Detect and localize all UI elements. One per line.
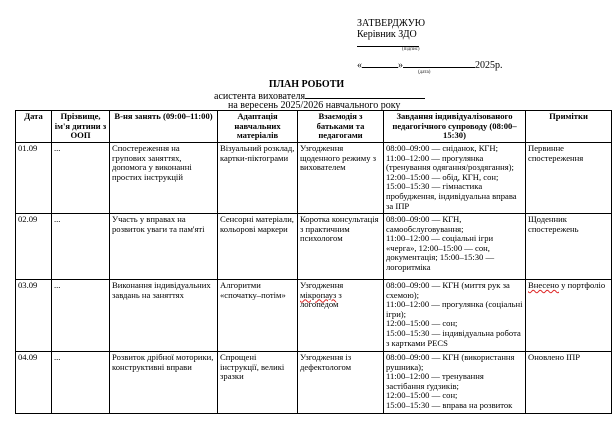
task-line: 11:00–12:00 — прогулянка (тренування одягання/роздягання); — [386, 152, 514, 173]
task-line: 15:00–15:30 — вправа на розвиток — [386, 399, 513, 410]
cell-lessons: Участь у вправах на розвиток уваги та пам'яті — [110, 214, 218, 280]
header-tasks: Завдання індивідуалізованого педагогічного супроводу (08:00–15:30) — [384, 111, 526, 143]
cell-date: 02.09 — [16, 214, 52, 280]
interaction-text-a: Узгодження — [300, 280, 344, 290]
cell-adaptation: Сенсорні матеріали, кольорові маркери — [218, 214, 298, 280]
task-line: 12:00–15:00 — обід, КГН, сон; — [386, 171, 499, 182]
task-line: 08:00–09:00 — КГН (миття рук за схемою); — [386, 280, 510, 300]
task-line: 12:00–15:00 — сон; — [386, 390, 458, 401]
cell-adaptation: Візуальний розклад, картки-піктограми — [218, 143, 298, 214]
cell-date: 01.09 — [16, 143, 52, 214]
task-line: 11:00–12:00 — соціальні ігри «черга», 12:00–15:00 — сон, документація; 15:00–15:30 — логоритміка — [386, 233, 495, 272]
date-close-quote: » — [398, 60, 403, 71]
date-year: 2025р. — [475, 60, 503, 71]
table-row — [16, 143, 612, 214]
task-line: 15:00–15:30 — гімнастика пробудження, індивідуальна вправа за ІПР — [386, 181, 517, 211]
cell-child: ... — [52, 214, 110, 280]
cell-tasks — [384, 280, 526, 352]
approval-position: Керівник ЗДО — [357, 29, 417, 40]
cell-tasks — [384, 352, 526, 414]
cell-interaction: Коротка консультація з практичним психологом — [298, 214, 384, 280]
cell-child: ... — [52, 143, 110, 214]
signature-caption: (підпис) — [402, 47, 420, 52]
approval-block — [357, 18, 425, 40]
date-month-blank — [403, 67, 475, 68]
interaction-text-c: з логопедом — [300, 289, 342, 310]
table-row — [16, 280, 612, 352]
task-line: 11:00–12:00 — прогулянка (соціальні ігри); — [386, 299, 523, 319]
notes-misspelled-word: Внесено — [528, 280, 559, 290]
date-open-quote: « — [357, 60, 362, 71]
plan-subtitle: асистента вихователя — [214, 91, 306, 102]
cell-adaptation: Спрощені інструкції, великі зразки — [218, 352, 298, 414]
task-line: 08:00–09:00 — КГН, самообслуговування; — [386, 214, 464, 234]
task-line: 08:00–09:00 — КГН (використання рушника); — [386, 352, 515, 372]
cell-interaction: Узгодження щоденного режиму з вихователем — [298, 143, 384, 214]
header-lessons: В-ня занять (09:00–11:00) — [110, 111, 218, 143]
cell-tasks — [384, 143, 526, 214]
notes-text-b: у портфоліо — [559, 280, 606, 290]
interaction-misspelled-word: мікропауз — [300, 289, 337, 300]
cell-date: 04.09 — [16, 352, 52, 414]
cell-interaction — [298, 280, 384, 352]
table-row — [16, 214, 612, 280]
task-line: 12:00–15:00 — сон; — [386, 318, 458, 329]
header-date: Дата — [16, 111, 52, 143]
task-line: 15:00–15:30 — індивідуальна робота з картками PECS — [386, 327, 521, 348]
cell-child: ... — [52, 280, 110, 352]
cell-adaptation: Алгоритми «спочатку–потім» — [218, 280, 298, 352]
cell-tasks — [384, 214, 526, 280]
table-row — [16, 352, 612, 414]
approval-heading: ЗАТВЕРДЖУЮ — [357, 18, 426, 29]
cell-notes: Оновлено ІПР — [526, 352, 612, 414]
cell-date: 03.09 — [16, 280, 52, 352]
date-caption: (дата) — [418, 70, 431, 75]
cell-lessons: Виконання індивідуальних завдань на заняттях — [110, 280, 218, 352]
assistant-name-blank — [305, 89, 425, 99]
plan-period: на вересень 2025/2026 навчального року — [228, 100, 401, 111]
header-child: Прізвище, ім'я дитини з ООП — [52, 111, 110, 143]
task-line: 11:00–12:00 — тренування застібання ґудзиків; — [386, 371, 484, 391]
plan-title: ПЛАН РОБОТИ — [268, 79, 345, 90]
cell-notes — [526, 280, 612, 352]
cell-interaction: Узгодження із дефектологом — [298, 352, 384, 414]
header-interaction: Взаємодія з батьками та педагогами — [298, 111, 384, 143]
header-adaptation: Адаптація навчальних матеріалів — [218, 111, 298, 143]
cell-notes: Щоденник спостережень — [526, 214, 612, 280]
date-day-blank — [362, 67, 398, 68]
cell-lessons: Розвиток дрібної моторики, конструктивні вправи — [110, 352, 218, 414]
table-header-row — [16, 111, 612, 143]
header-notes: Примітки — [526, 111, 612, 143]
cell-notes: Первинне спостереження — [526, 143, 612, 214]
cell-child: ... — [52, 352, 110, 414]
work-plan-table — [15, 110, 612, 414]
cell-lessons: Спостереження на групових заняттях, допомога у виконанні простих інструкцій — [110, 143, 218, 214]
task-line: 08:00–09:00 — сніданок, КГН; — [386, 143, 498, 153]
